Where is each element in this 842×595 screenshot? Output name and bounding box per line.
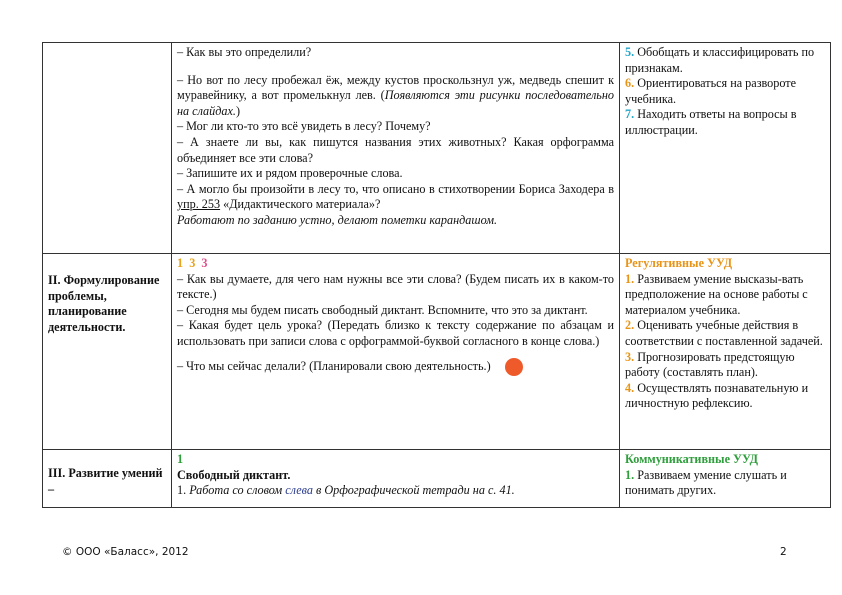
activity-paragraph: – Запишите их и рядом проверочные слова. xyxy=(177,166,403,181)
word-link[interactable]: слева xyxy=(285,483,313,498)
activity-paragraph: – Какая будет цель урока? (Передать близко к тексту содержание по абзацам и использовать при записи слова с орфограммой-буквой согласного в конце слова.) xyxy=(177,318,614,348)
skill-item: 2. Оценивать учебные действия в соответствии с поставленной задачей. xyxy=(625,318,823,348)
exercise-link[interactable]: упр. 253 xyxy=(177,197,221,212)
lesson-plan-table xyxy=(42,42,831,508)
table-row xyxy=(43,43,831,254)
page-number: 2 xyxy=(780,546,787,558)
activity-cell xyxy=(172,450,620,508)
activity-paragraph: – Что мы сейчас делали? (Планировали свою деятельность.) xyxy=(177,358,614,376)
skills-header: Регулятивные УУД xyxy=(625,256,733,270)
activity-paragraph: – Как вы это определили? xyxy=(177,45,312,59)
skill-item: 4. Осуществлять познавательную и личностную рефлексию. xyxy=(625,380,809,411)
skill-item: 7. Находить ответы на вопросы в иллюстрации. xyxy=(625,107,797,137)
mark: 1 xyxy=(177,452,184,466)
activity-paragraph: – А знаете ли вы, как пишутся названия этих животных? Какая орфограмма объединяет все эти слова? xyxy=(177,134,614,165)
activity-note: Работают по заданию устно, делают пометки карандашом. xyxy=(177,212,498,227)
table-row xyxy=(43,450,831,508)
activity-paragraph: – А могло бы произойти в лесу то, что описано в стихотворении Бориса Заходера в упр. 253 «Дидактического материала»? xyxy=(177,181,614,212)
skill-item: 3. Прогнозировать предстоящую работу (составлять план). xyxy=(625,349,795,380)
activity-paragraph: – Мог ли кто-то это всё увидеть в лесу? Почему? xyxy=(177,119,431,134)
skills-cell xyxy=(620,43,831,254)
skill-item: 5. Обобщать и классифицировать по признакам. xyxy=(625,45,815,75)
stage-cell xyxy=(43,450,172,508)
skills-cell xyxy=(620,254,831,450)
activity-cell xyxy=(172,43,620,254)
activity-paragraph: – Как вы думаете, для чего нам нужны все эти слова? (Будем писать их в каком-то тексте.) xyxy=(177,271,614,302)
skills-cell xyxy=(620,450,831,508)
circle-icon xyxy=(505,358,523,376)
activity-title: Свободный диктант. xyxy=(177,467,291,482)
stage-title: II. Формулирование проблемы, планирование деятельности. xyxy=(48,273,160,334)
stage-cell xyxy=(43,254,172,450)
skill-item: 6. Ориентироваться на развороте учебника. xyxy=(625,76,797,106)
stage-cell-empty xyxy=(43,43,172,254)
table-row xyxy=(43,254,831,450)
footer-copyright: © ООО «Баласс», 2012 xyxy=(62,546,189,558)
activity-paragraph: 1. Работа со словом слева в Орфографической тетради на с. 41. xyxy=(177,483,515,498)
stage-title: III. Развитие умений – xyxy=(48,466,163,496)
activity-paragraph: – Но вот по лесу пробежал ёж, между кустов проскользнул уж, медведь спешит к муравейнику, а вот промелькнул лев. (Появляются эти рисунки последовательно на слайдах.) xyxy=(177,72,614,118)
marks: 1 3 3 xyxy=(177,256,208,270)
activity-paragraph: – Сегодня мы будем писать свободный диктант. Вспомните, что это за диктант. xyxy=(177,302,588,317)
skill-item: 1. Развиваем умение высказы-вать предположение на основе работы с материалом учебника. xyxy=(625,271,808,317)
activity-cell xyxy=(172,254,620,450)
skills-header: Коммуникативные УУД xyxy=(625,452,759,466)
skill-item: 1. Развиваем умение слушать и понимать других. xyxy=(625,467,787,498)
